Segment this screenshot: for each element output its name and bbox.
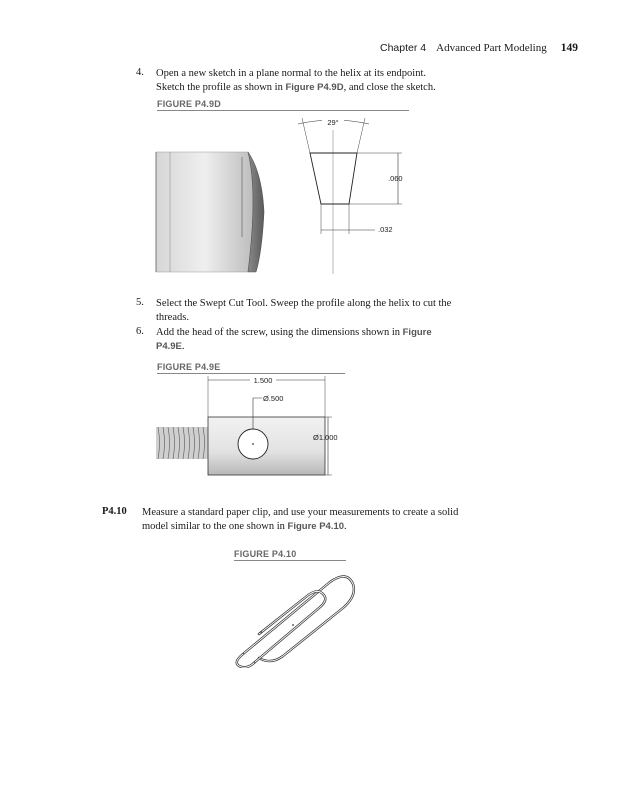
figure-ref-p410: Figure P4.10 [287, 521, 345, 532]
running-header [380, 38, 578, 56]
step-6-line2: P4.9E. [156, 341, 185, 352]
shaft-body [156, 152, 253, 272]
figure-p49d-rule [157, 110, 409, 111]
figure-p410-caption: FIGURE P4.10 [234, 549, 297, 559]
diameter-dim-text: Ø1.000 [313, 433, 338, 442]
step-5-number: 5. [136, 297, 144, 308]
figure-p49d-drawing [150, 112, 420, 277]
step-4-text [156, 67, 556, 95]
page-number: 149 [560, 42, 578, 54]
figure-p49e-drawing [150, 374, 370, 486]
width-dim-text: .032 [378, 225, 393, 234]
figure-ref-p49e: P4.9E [156, 341, 182, 352]
step-5-line1: Select the Swept Cut Tool. Sweep the profile along the helix to cut the [156, 298, 452, 309]
problem-text [142, 506, 562, 534]
thread-profile [310, 153, 357, 204]
hole-dim-text: Ø.500 [263, 394, 284, 403]
length-dim-text: 1.500 [253, 376, 273, 385]
figure-ref-p49d: Figure P4.9D [285, 82, 344, 93]
figure-p49d-caption: FIGURE P4.9D [157, 99, 221, 109]
angle-dim-text: 29° [327, 118, 339, 127]
problem-line1: Measure a standard paper clip, and use your measurements to create a solid [142, 507, 459, 518]
step-6-number: 6. [136, 326, 144, 337]
step-4-number: 4. [136, 67, 144, 78]
figure-p49e-caption: FIGURE P4.9E [157, 362, 221, 372]
chapter-title: Advanced Part Modeling [436, 42, 547, 54]
problem-line2: model similar to the one shown in Figure P4.10. [142, 521, 347, 532]
height-dim-text: .060 [388, 174, 403, 183]
step-6-text [156, 326, 556, 354]
step-4-line2: Sketch the profile as shown in Figure P4.9D, and close the sketch. [156, 82, 436, 93]
figure-p410-rule [234, 560, 346, 561]
chapter-label: Chapter 4 [380, 42, 427, 54]
threaded-shank [156, 427, 208, 459]
step-6-line1: Add the head of the screw, using the dimensions shown in Figure [156, 327, 432, 338]
problem-number: P4.10 [102, 506, 127, 517]
step-5-line2: threads. [156, 312, 189, 323]
step-4-line1: Open a new sketch in a plane normal to the helix at its endpoint. [156, 68, 427, 79]
step-5-text [156, 297, 556, 325]
paper-clip-drawing [225, 568, 360, 668]
